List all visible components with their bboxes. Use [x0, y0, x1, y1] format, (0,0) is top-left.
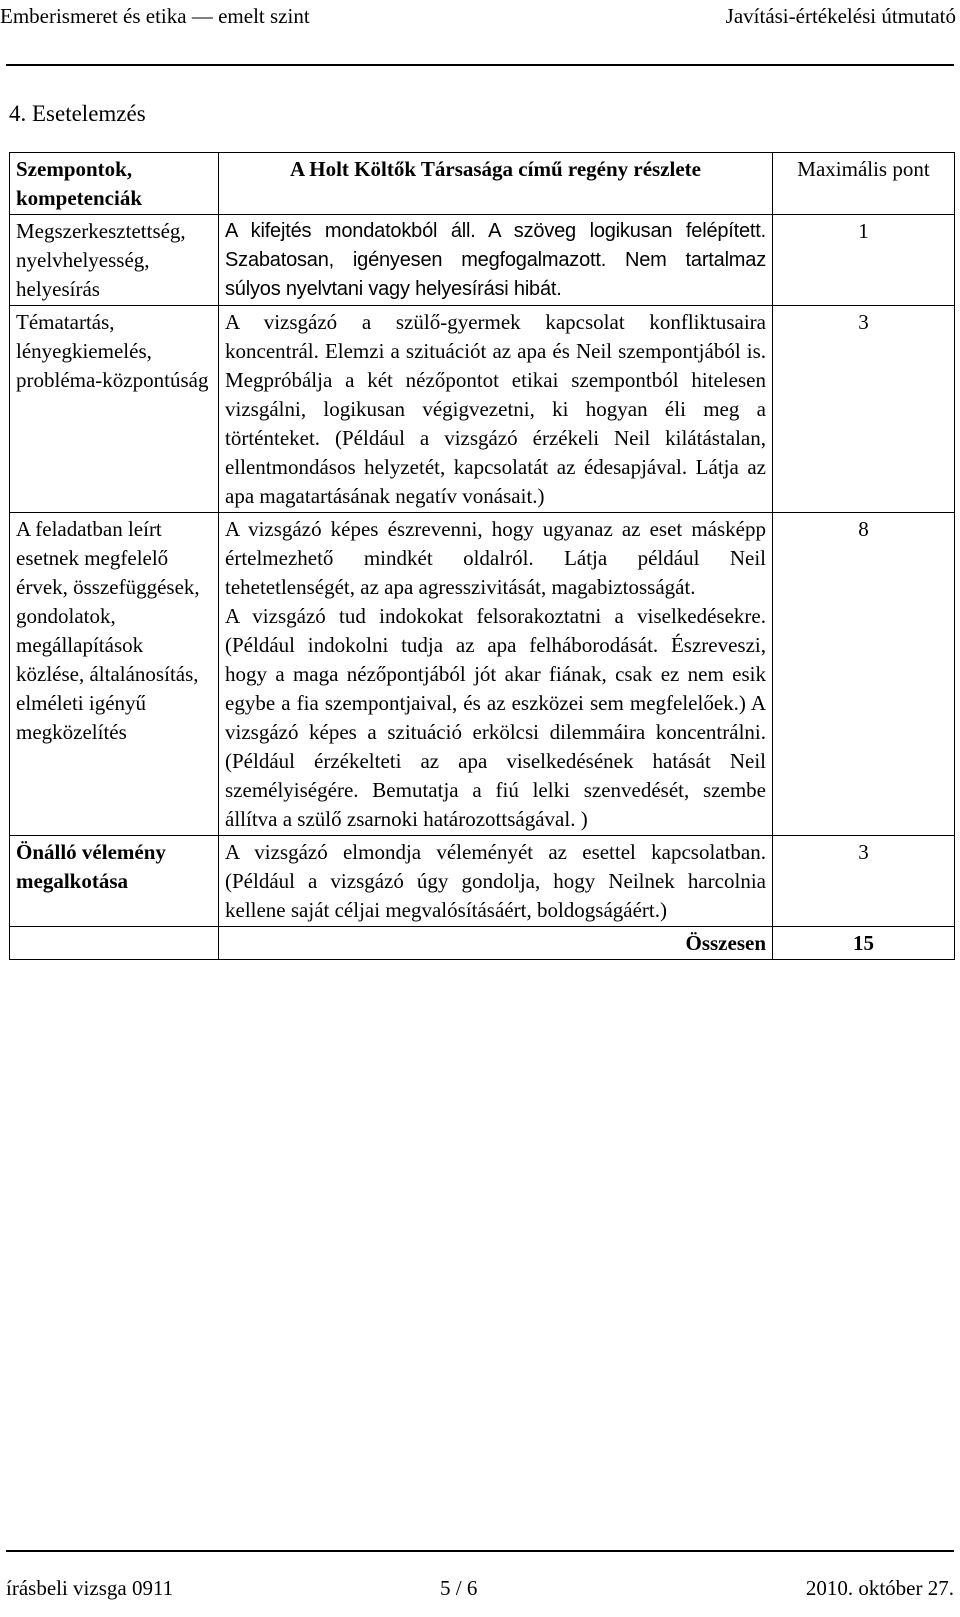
header-subject: Emberismeret és etika — emelt szint [0, 4, 310, 28]
total-label: Összesen [219, 927, 773, 960]
description-cell: A kifejtés mondatokból áll. A szöveg logikusan felépített. Szabatosan, igényesen megfogalmazott. Nem tartalmaz súlyos nyelvtani vagy helyesírási hibát. [219, 215, 773, 306]
text-header: A Holt Költők Társasága című regény részlete [219, 153, 773, 215]
criteria-cell: Tématartás, lényegkiemelés, probléma-központúság [10, 306, 219, 513]
table-row [10, 306, 955, 513]
footer-divider [6, 1550, 954, 1552]
header-doc-type: Javítási-értékelési útmutató [725, 4, 956, 28]
footer-exam-id: írásbeli vizsga 0911 [6, 1576, 174, 1600]
section-title: 4. Esetelemzés [9, 101, 146, 126]
table-row [10, 836, 955, 927]
page-header [0, 2, 960, 36]
total-row [10, 927, 955, 960]
points-header: Maximális pont [773, 153, 955, 215]
criteria-cell: A feladatban leírt esetnek megfelelő érvek, összefüggések, gondolatok, megállapítások közlése, általánosítás, elméleti igényű megközelítés [10, 513, 219, 836]
points-cell: 3 [773, 836, 955, 927]
description-paragraph: A vizsgázó képes észrevenni, hogy ugyanaz az eset másképp értelmezhető mindkét oldalról. Látja például Neil tehetetlenségét, az apa agresszivitását, magabiztosságát. [225, 517, 766, 599]
criteria-cell: Megszerkesztettség, nyelvhelyesség, helyesírás [10, 215, 219, 306]
total-value: 15 [773, 927, 955, 960]
description-cell: A vizsgázó elmondja véleményét az esettel kapcsolatban. (Például a vizsgázó úgy gondolja, hogy Neilnek harcolnia kellene saját céljai megvalósításáért, boldogságáért.) [219, 836, 773, 927]
footer-date: 2010. október 27. [805, 1576, 954, 1600]
table-header-row [10, 153, 955, 215]
empty-cell [10, 927, 219, 960]
description-paragraph: A vizsgázó tud indokokat felsorakoztatni a viselkedésekre. (Például indokolni tudja az apa felháborodását. Észreveszi, hogy a maga nézőpontjából jót akar fiának, csak ez nem esik egybe a fia szempontjaival, és az eszközei sem megfelelőek.) A vizsgázó képes a szituáció erkölcsi dilemmáira koncentrálni. (Például érzékelteti az apa viselkedésének hatását Neil személyiségére. Bemutatja a fiú lelki szenvedését, szembe állítva a szülő zsarnoki határozottságával. ) [225, 604, 766, 831]
description-cell: A vizsgázó a szülő-gyermek kapcsolat konfliktusaira koncentrál. Elemzi a szituációt az apa és Neil szempontjából is. Megpróbálja a két nézőpontot etikai szempontból hitelesen vizsgálni, logikusan végigvezetni, ki hogyan éli meg a történteket. (Például a vizsgázó érzékeli Neil kilátástalan, ellentmondásos helyzetét, kapcsolatát az édesapjával. Látja az apa magatartásának negatív vonásait.) [219, 306, 773, 513]
description-cell [219, 513, 773, 836]
page-number: 5 / 6 [440, 1576, 478, 1600]
points-cell: 8 [773, 513, 955, 836]
criteria-header: Szempontok, kompetenciák [10, 153, 219, 215]
table-row [10, 513, 955, 836]
points-cell: 1 [773, 215, 955, 306]
header-divider [6, 64, 954, 66]
points-cell: 3 [773, 306, 955, 513]
criteria-cell: Önálló vélemény megalkotása [10, 836, 219, 927]
table-row [10, 215, 955, 306]
rubric-table [9, 152, 955, 960]
